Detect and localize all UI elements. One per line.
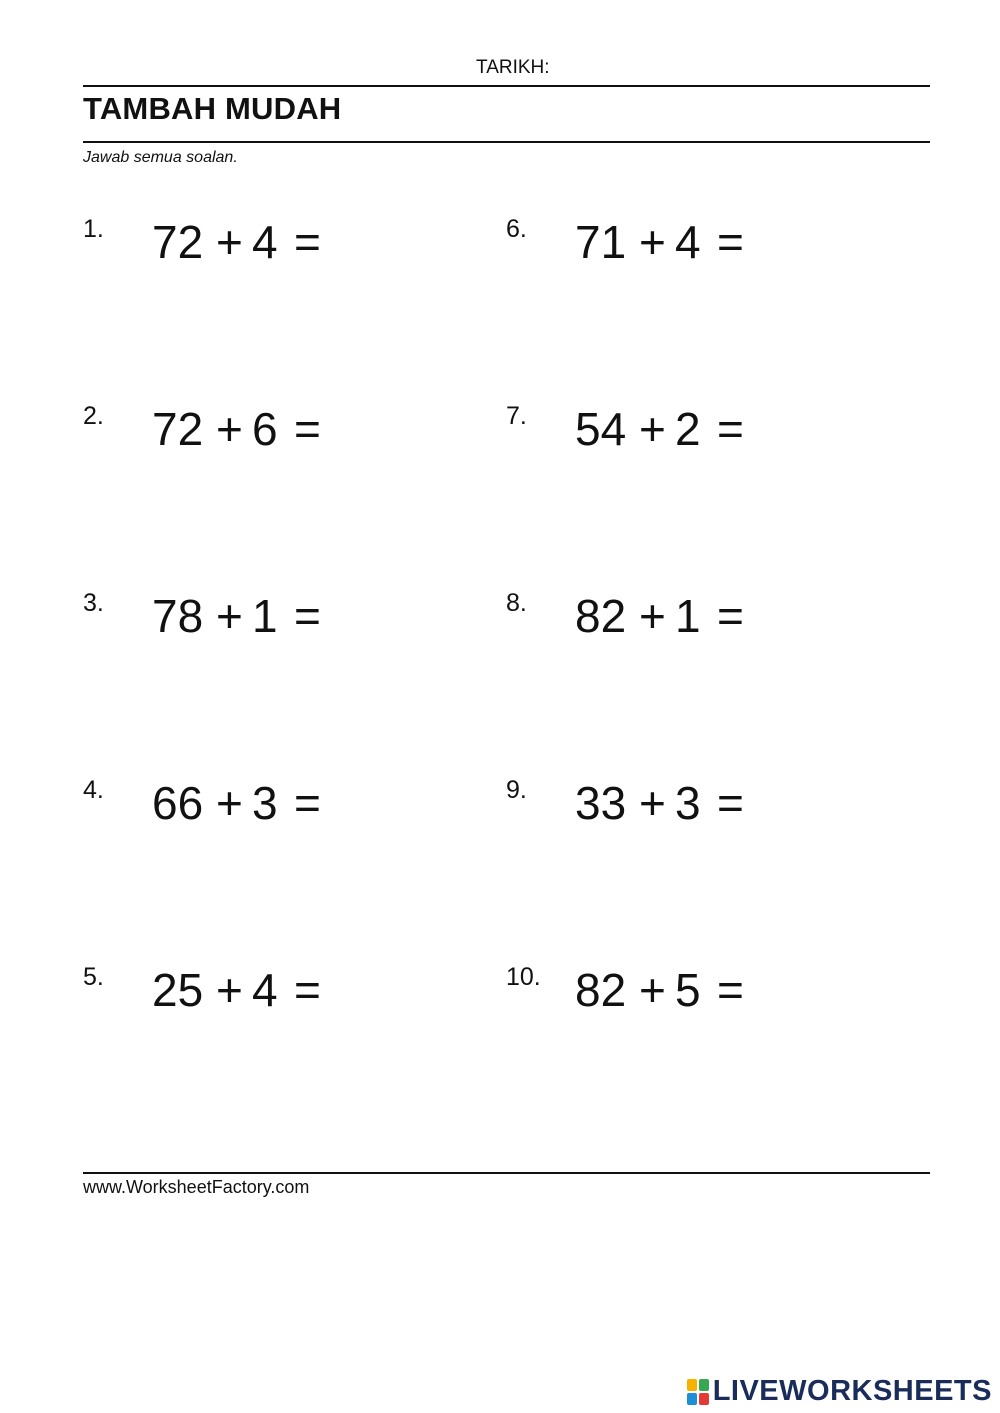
operator: + bbox=[639, 590, 666, 642]
equals-sign: = bbox=[717, 403, 744, 455]
equals-sign: = bbox=[717, 216, 744, 268]
operand-b: 3 bbox=[675, 777, 701, 829]
problem-number: 1. bbox=[83, 215, 104, 243]
operand-a: 25 bbox=[152, 964, 204, 1016]
problem-number: 8. bbox=[506, 589, 527, 617]
operand-b: 3 bbox=[252, 777, 278, 829]
operand-a: 82 bbox=[575, 964, 627, 1016]
problem-number: 4. bbox=[83, 776, 104, 804]
top-rule bbox=[83, 85, 930, 87]
operand-a: 78 bbox=[152, 590, 204, 642]
problem-expression bbox=[575, 402, 747, 456]
operand-b: 1 bbox=[675, 590, 701, 642]
footer-rule bbox=[83, 1172, 930, 1174]
operand-a: 71 bbox=[575, 216, 627, 268]
operand-a: 72 bbox=[152, 403, 204, 455]
equals-sign: = bbox=[294, 590, 321, 642]
operator: + bbox=[639, 216, 666, 268]
footer-url[interactable]: www.WorksheetFactory.com bbox=[83, 1177, 310, 1197]
operand-b: 4 bbox=[252, 964, 278, 1016]
operand-a: 33 bbox=[575, 777, 627, 829]
operand-b: 5 bbox=[675, 964, 701, 1016]
equals-sign: = bbox=[717, 777, 744, 829]
problem-expression bbox=[152, 589, 324, 643]
problem-expression bbox=[152, 776, 324, 830]
problem-number: 5. bbox=[83, 963, 104, 991]
equals-sign: = bbox=[294, 403, 321, 455]
equals-sign: = bbox=[294, 216, 321, 268]
problem-number: 10. bbox=[506, 963, 541, 991]
problem-number: 6. bbox=[506, 215, 527, 243]
problem-expression bbox=[575, 963, 747, 1017]
problem-number: 7. bbox=[506, 402, 527, 430]
operand-a: 54 bbox=[575, 403, 627, 455]
operator: + bbox=[216, 777, 243, 829]
operator: + bbox=[639, 964, 666, 1016]
operand-b: 2 bbox=[675, 403, 701, 455]
brand-text: LIVEWORKSHEETS bbox=[712, 1375, 992, 1407]
operand-a: 72 bbox=[152, 216, 204, 268]
problem-expression bbox=[152, 963, 324, 1017]
liveworksheets-brand[interactable] bbox=[687, 1375, 992, 1408]
problem-expression bbox=[575, 589, 747, 643]
operand-b: 4 bbox=[675, 216, 701, 268]
equals-sign: = bbox=[294, 777, 321, 829]
worksheet-title: TAMBAH MUDAH bbox=[83, 91, 342, 126]
date-label: TARIKH: bbox=[476, 57, 550, 78]
problem-expression bbox=[575, 776, 747, 830]
operator: + bbox=[639, 777, 666, 829]
problem-number: 2. bbox=[83, 402, 104, 430]
operand-a: 82 bbox=[575, 590, 627, 642]
problem-expression bbox=[152, 402, 324, 456]
operand-a: 66 bbox=[152, 777, 204, 829]
problem-expression bbox=[575, 215, 747, 269]
problem-number: 9. bbox=[506, 776, 527, 804]
operand-b: 1 bbox=[252, 590, 278, 642]
title-rule bbox=[83, 141, 930, 143]
problem-expression bbox=[152, 215, 324, 269]
liveworksheets-logo-icon bbox=[687, 1379, 709, 1405]
operator: + bbox=[216, 590, 243, 642]
equals-sign: = bbox=[717, 590, 744, 642]
problem-number: 3. bbox=[83, 589, 104, 617]
operator: + bbox=[216, 964, 243, 1016]
instructions: Jawab semua soalan. bbox=[83, 149, 238, 166]
operator: + bbox=[216, 216, 243, 268]
equals-sign: = bbox=[294, 964, 321, 1016]
operator: + bbox=[216, 403, 243, 455]
operator: + bbox=[639, 403, 666, 455]
equals-sign: = bbox=[717, 964, 744, 1016]
operand-b: 4 bbox=[252, 216, 278, 268]
operand-b: 6 bbox=[252, 403, 278, 455]
